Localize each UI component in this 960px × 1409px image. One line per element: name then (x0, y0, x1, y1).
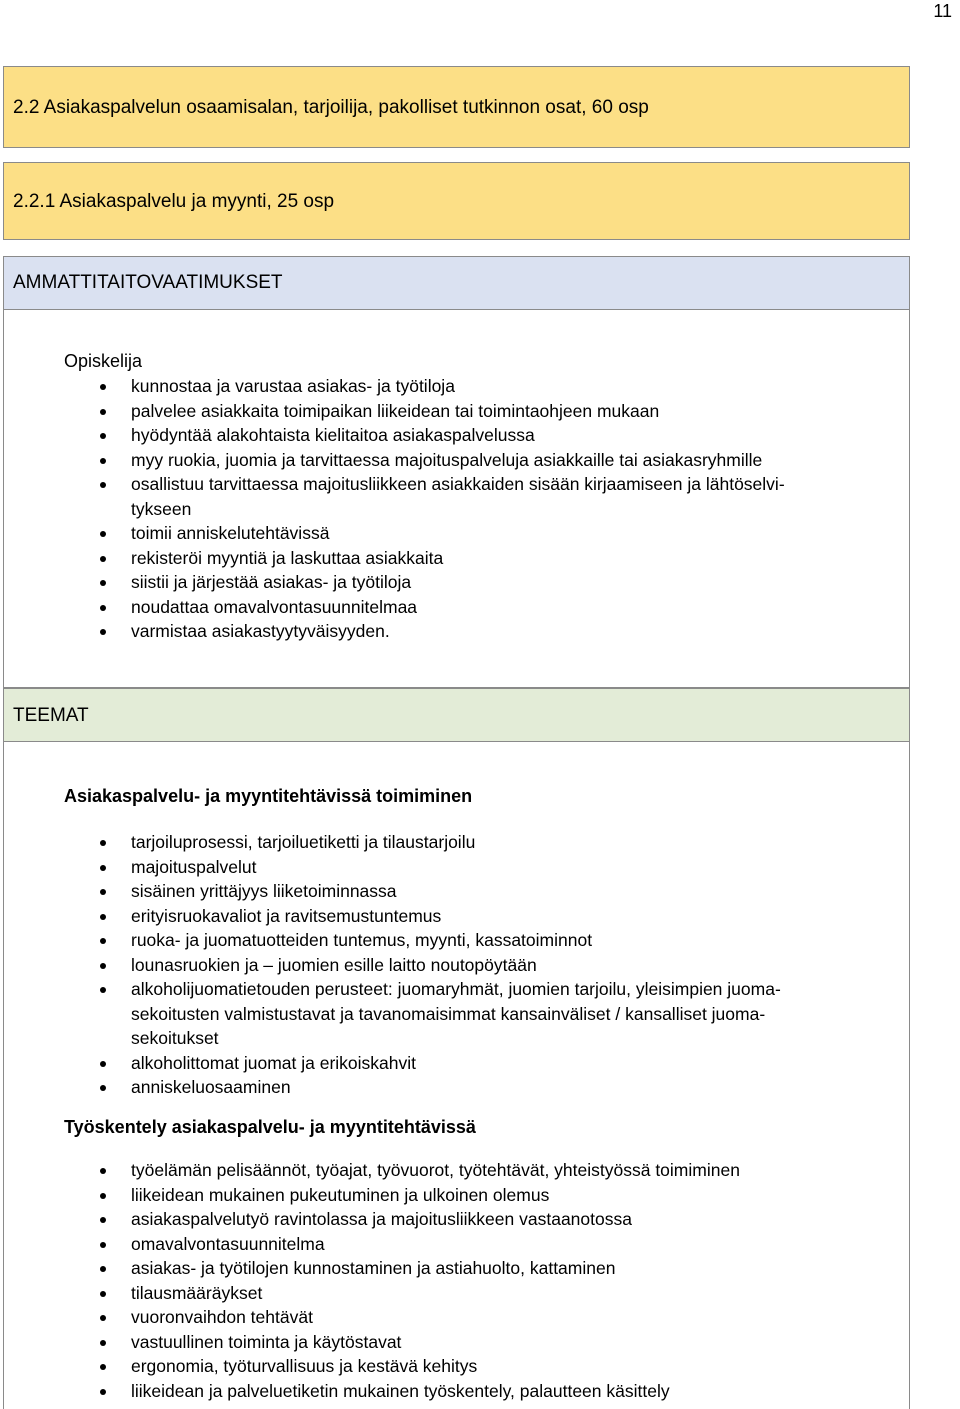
bullet-icon (100, 1266, 106, 1272)
subsection-header (3, 162, 910, 240)
student-label: Opiskelija (64, 351, 143, 371)
list-item: siistii ja järjestää asiakas- ja työtiloja (4, 570, 904, 595)
list-item: ruoka- ja juomatuotteiden tuntemus, myynti, kassatoiminnot (4, 928, 904, 953)
list-item: toimii anniskelutehtävissä (4, 521, 904, 546)
bullet-icon (100, 914, 106, 920)
requirements-title: AMMATTITAITOVAATIMUKSET (13, 272, 283, 293)
bullet-icon (100, 865, 106, 871)
bullet-icon (100, 1291, 106, 1297)
list-item: varmistaa asiakastyytyväisyyden. (4, 619, 904, 644)
list-item: liikeidean mukainen pukeutuminen ja ulkoinen olemus (4, 1183, 904, 1208)
bullet-icon (100, 1340, 106, 1346)
theme-heading: Asiakaspalvelu- ja myyntitehtävissä toimiminen (64, 786, 473, 806)
bullet-icon (100, 482, 106, 488)
list-item: myy ruokia, juomia ja tarvittaessa majoituspalveluja asiakkaille tai asiakasryhmille (4, 448, 904, 473)
bullet-icon (100, 1242, 106, 1248)
bullet-icon (100, 1193, 106, 1199)
bullet-icon (100, 384, 106, 390)
list-item: vastuullinen toiminta ja käytöstavat (4, 1330, 904, 1355)
bullet-icon (100, 531, 106, 537)
list-item: lounasruokien ja – juomien esille laitto noutopöytään (4, 953, 904, 978)
bullet-icon (100, 1364, 106, 1370)
list-item: tarjoiluprosessi, tarjoiluetiketti ja tilaustarjoilu (4, 830, 904, 855)
list-item: anniskeluosaaminen (4, 1075, 904, 1100)
requirements-content (3, 310, 910, 688)
list-item: työelämän pelisäännöt, työajat, työvuorot, työtehtävät, yhteistyössä toimiminen (4, 1158, 904, 1183)
bullet-icon (100, 580, 106, 586)
list-item: rekisteröi myyntiä ja laskuttaa asiakkaita (4, 546, 904, 571)
bullet-icon (100, 458, 106, 464)
subsection-title: 2.2.1 Asiakaspalvelu ja myynti, 25 osp (13, 191, 335, 212)
list-item: erityisruokavaliot ja ravitsemustuntemus (4, 904, 904, 929)
list-item: hyödyntää alakohtaista kielitaitoa asiakaspalvelussa (4, 423, 904, 448)
list-item: asiakaspalvelutyö ravintolassa ja majoitusliikkeen vastaanotossa (4, 1207, 904, 1232)
themes-content (3, 742, 910, 1409)
list-item: tilausmääräykset (4, 1281, 904, 1306)
list-item: alkoholijuomatietouden perusteet: juomaryhmät, juomien tarjoilu, yleisimpien juoma- sekoitusten valmistustavat ja tavanomaisimmat kansainväliset / kansalliset juoma- sekoitukset (4, 977, 904, 1051)
themes-header (3, 688, 910, 742)
theme-list (4, 830, 904, 1100)
bullet-icon (100, 433, 106, 439)
bullet-icon (100, 605, 106, 611)
requirements-header (3, 256, 910, 310)
list-item: alkoholittomat juomat ja erikoiskahvit (4, 1051, 904, 1076)
bullet-icon (100, 889, 106, 895)
theme-heading: Työskentely asiakaspalvelu- ja myyntitehtävissä (64, 1117, 476, 1137)
list-item: asiakas- ja työtilojen kunnostaminen ja astiahuolto, kattaminen (4, 1256, 904, 1281)
requirements-list (4, 374, 904, 644)
themes-title: TEEMAT (13, 705, 89, 726)
list-item: kunnostaa ja varustaa asiakas- ja työtiloja (4, 374, 904, 399)
section-header (3, 66, 910, 148)
list-item: omavalvontasuunnitelma (4, 1232, 904, 1257)
theme-list (4, 1158, 904, 1403)
bullet-icon (100, 1061, 106, 1067)
bullet-icon (100, 409, 106, 415)
bullet-icon (100, 1085, 106, 1091)
bullet-icon (100, 1168, 106, 1174)
list-item: liikeidean ja palveluetiketin mukainen työskentely, palautteen käsittely (4, 1379, 904, 1404)
list-item: osallistuu tarvittaessa majoitusliikkeen asiakkaiden sisään kirjaamiseen ja lähtöselvi- tykseen (4, 472, 904, 521)
bullet-icon (100, 987, 106, 993)
list-item: vuoronvaihdon tehtävät (4, 1305, 904, 1330)
page-number: 11 (933, 1, 952, 21)
list-item: palvelee asiakkaita toimipaikan liikeidean tai toimintaohjeen mukaan (4, 399, 904, 424)
bullet-icon (100, 629, 106, 635)
bullet-icon (100, 938, 106, 944)
bullet-icon (100, 1315, 106, 1321)
list-item: ergonomia, työturvallisuus ja kestävä kehitys (4, 1354, 904, 1379)
bullet-icon (100, 963, 106, 969)
bullet-icon (100, 1217, 106, 1223)
list-item: majoituspalvelut (4, 855, 904, 880)
section-title: 2.2 Asiakaspalvelun osaamisalan, tarjoilija, pakolliset tutkinnon osat, 60 osp (13, 97, 649, 118)
list-item: noudattaa omavalvontasuunnitelmaa (4, 595, 904, 620)
list-item: sisäinen yrittäjyys liiketoiminnassa (4, 879, 904, 904)
bullet-icon (100, 840, 106, 846)
bullet-icon (100, 1389, 106, 1395)
bullet-icon (100, 556, 106, 562)
